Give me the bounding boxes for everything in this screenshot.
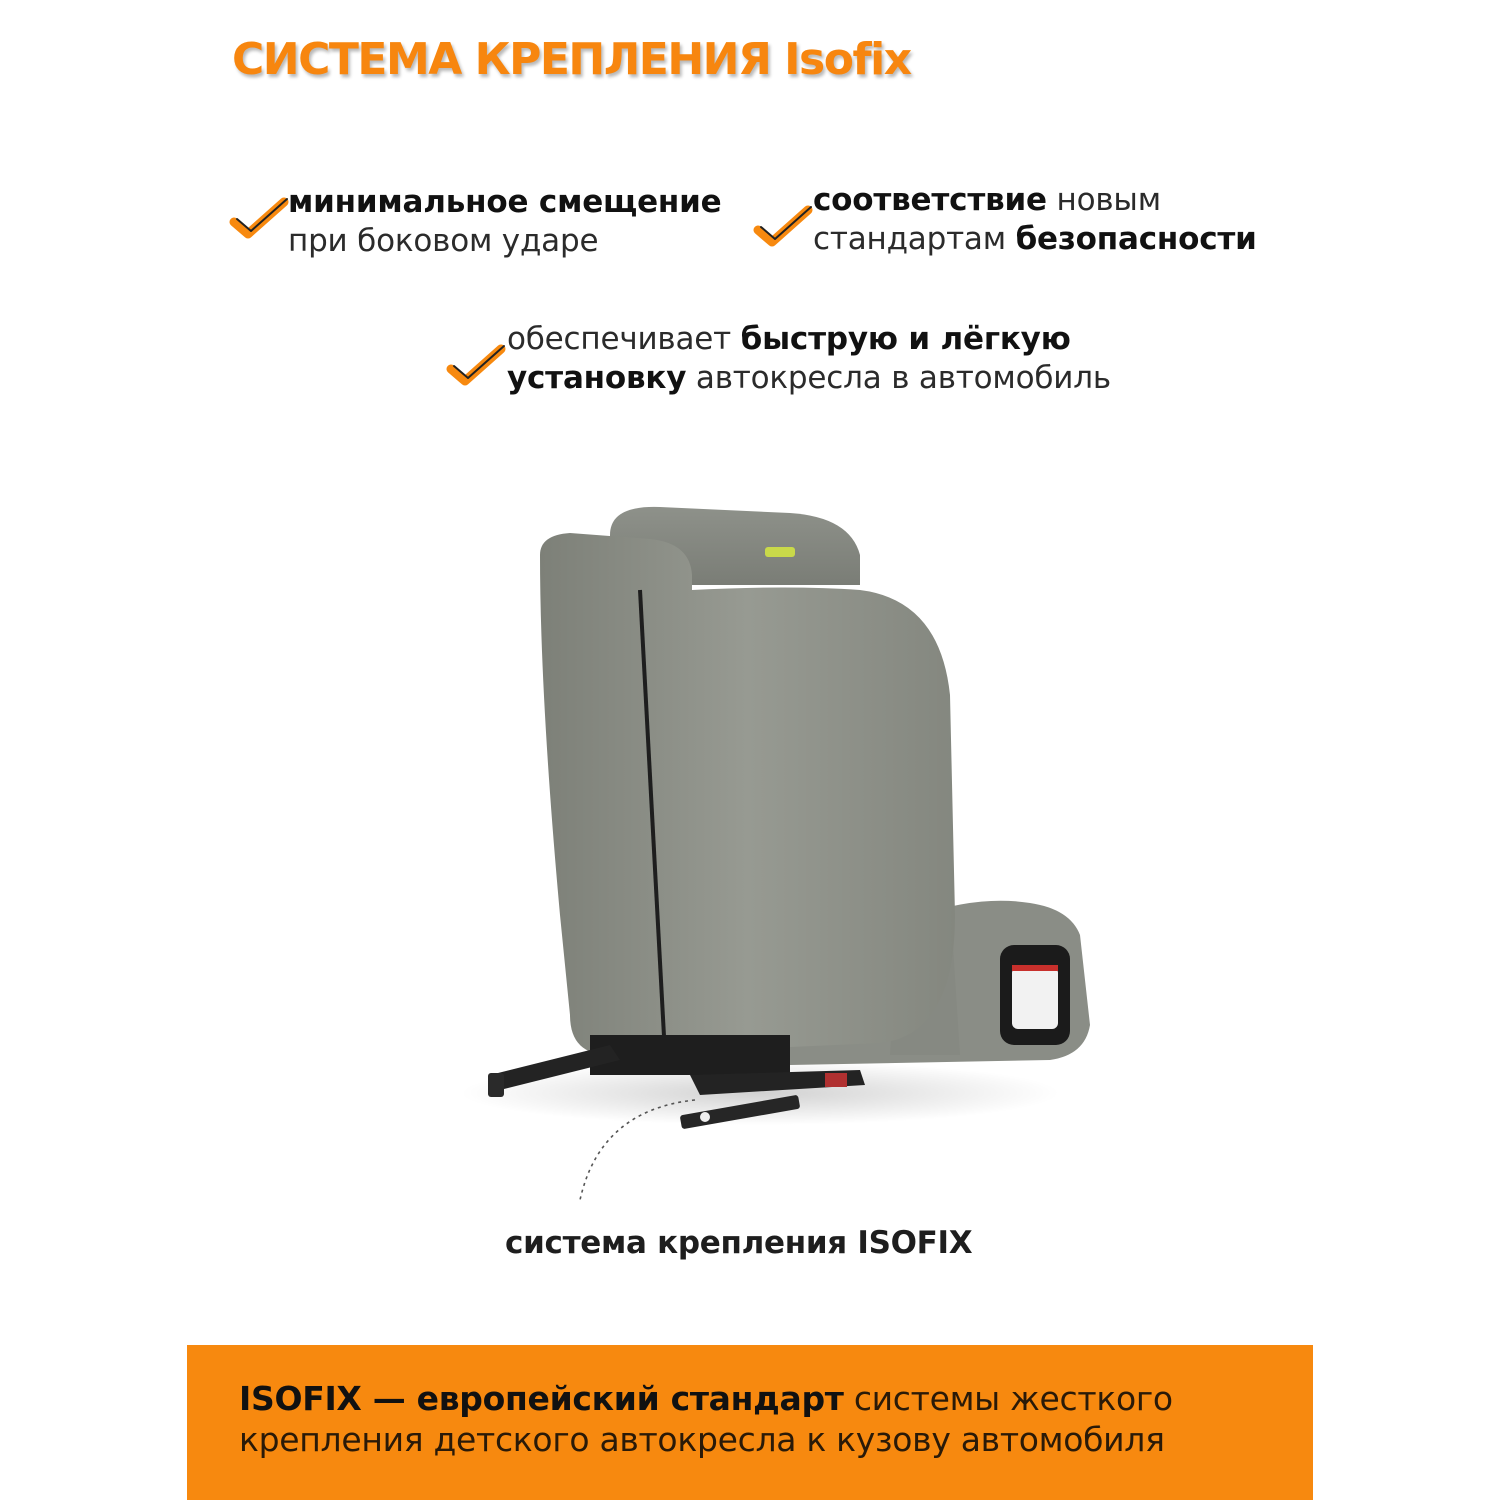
- feature-3-line2-bold: установку: [507, 360, 687, 396]
- feature-1-line2: при боковом ударе: [288, 223, 599, 259]
- page-title: СИСТЕМА КРЕПЛЕНИЯ Isofix: [232, 34, 911, 85]
- feature-2-bold: соответствие: [813, 182, 1047, 218]
- car-seat-image: [460, 495, 1120, 1145]
- feature-2-line2-plain: стандартам: [813, 221, 1016, 257]
- pointer-line: [560, 1090, 700, 1210]
- feature-1-bold: минимальное смещение: [288, 184, 722, 220]
- feature-3-plain: обеспечивает: [507, 321, 741, 357]
- info-banner: [187, 1345, 1313, 1500]
- banner-bold: ISOFIX — европейский стандарт: [239, 1379, 844, 1418]
- feature-2-rest: новым: [1046, 182, 1161, 218]
- banner-line2: крепления детского автокресла к кузову автомобиля: [239, 1420, 1165, 1459]
- feature-3-bold: быструю и лёгкую: [740, 321, 1071, 357]
- check-icon: [228, 196, 290, 240]
- feature-2-line2-bold: безопасности: [1015, 221, 1257, 257]
- check-icon: [752, 204, 814, 248]
- isofix-caption: система крепления ISOFIX: [505, 1225, 973, 1261]
- banner-rest: системы жесткого: [843, 1379, 1173, 1418]
- check-icon: [445, 343, 507, 387]
- feature-3-line2-rest: автокресла в автомобиль: [686, 360, 1111, 396]
